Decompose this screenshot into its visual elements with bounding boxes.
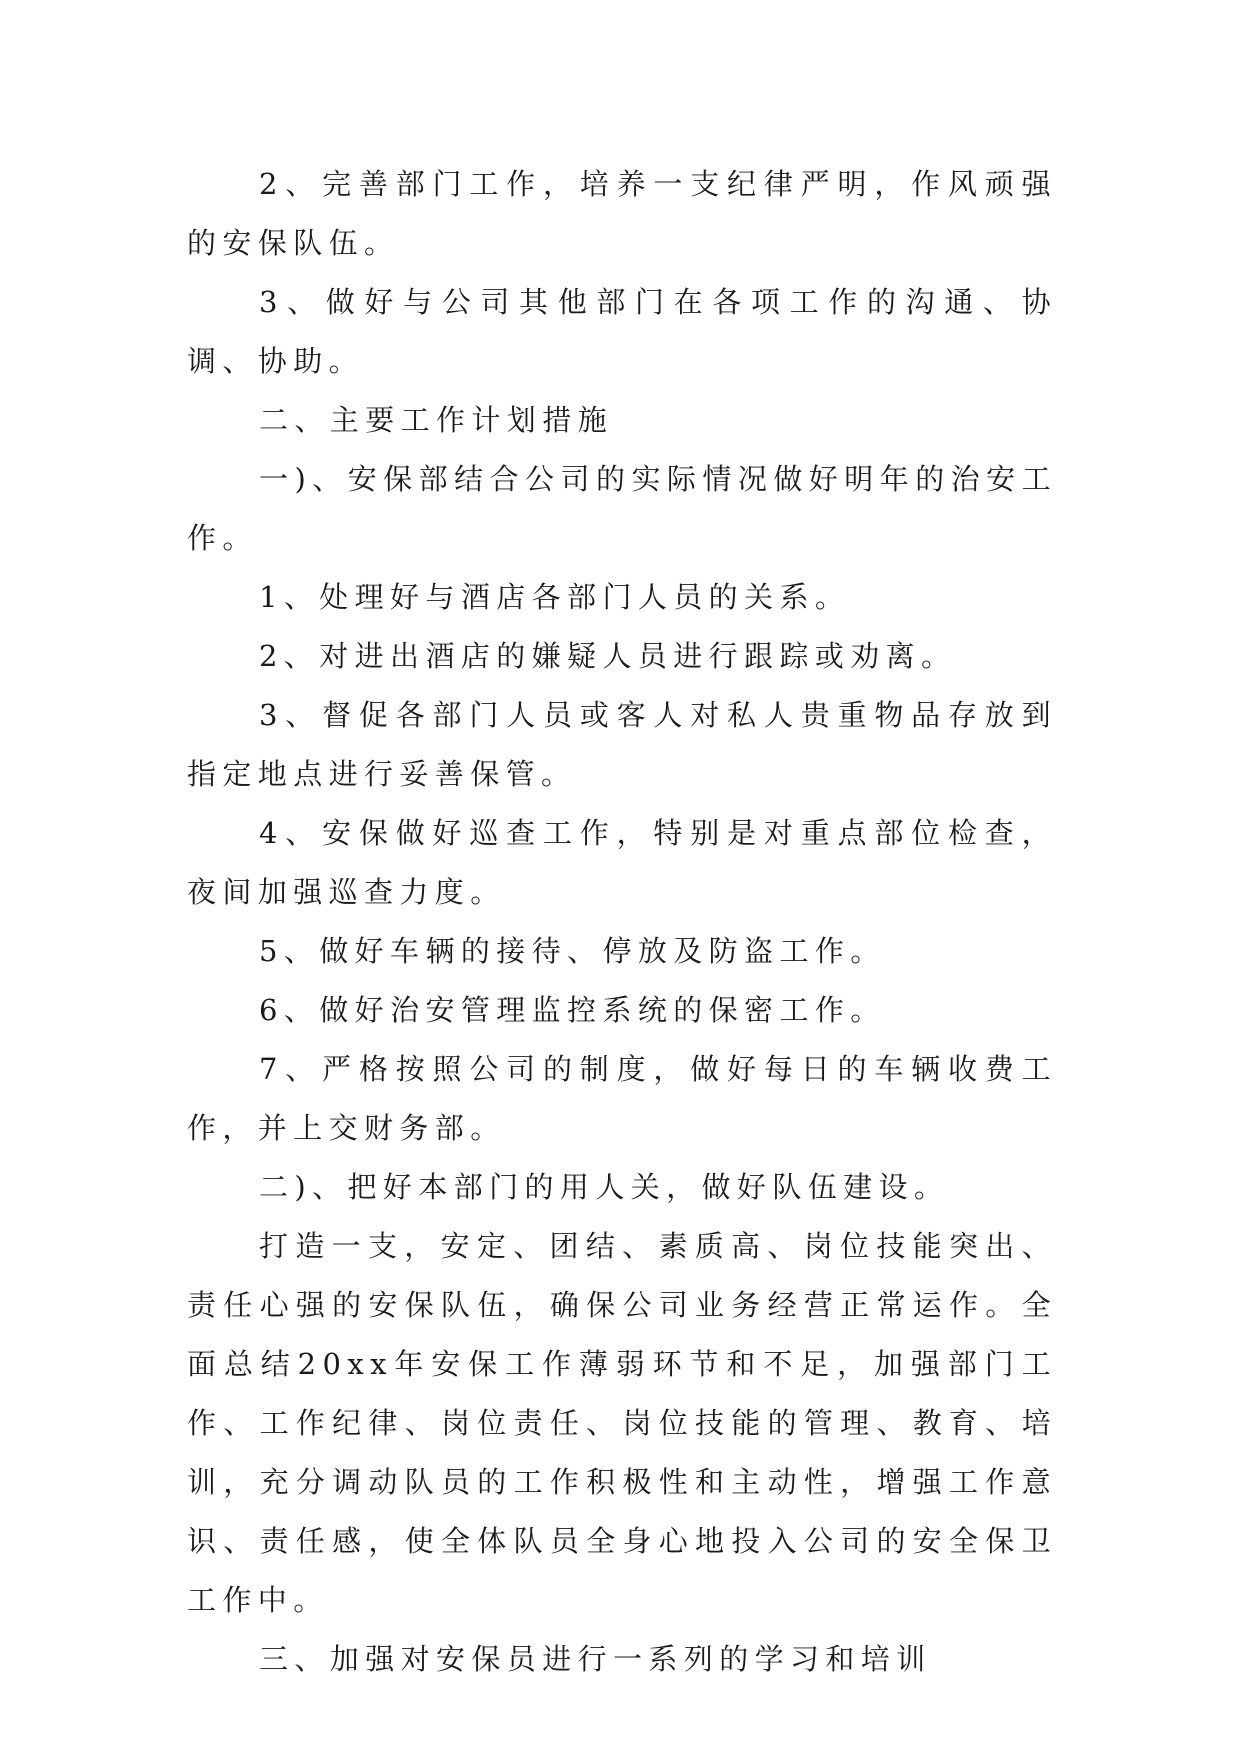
list-item-3: 3、督促各部门人员或客人对私人贵重物品存放到指定地点进行妥善保管。 xyxy=(187,698,1057,791)
document-body xyxy=(187,155,1057,1689)
list-item-2: 2、对进出酒店的嫌疑人员进行跟踪或劝离。 xyxy=(259,639,957,673)
paragraph-1: 2、完善部门工作，培养一支纪律严明，作风顽强的安保队伍。 xyxy=(187,167,1057,260)
list-item-1: 1、处理好与酒店各部门人员的关系。 xyxy=(259,580,851,614)
list-item-5: 5、做好车辆的接待、停放及防盗工作。 xyxy=(259,934,886,968)
section-heading-training: 三、加强对安保员进行一系列的学习和培训 xyxy=(259,1642,932,1676)
section-heading-main-measures: 二、主要工作计划措施 xyxy=(259,403,614,437)
paragraph-2: 3、做好与公司其他部门在各项工作的沟通、协调、协助。 xyxy=(187,285,1057,378)
list-item-7: 7、严格按照公司的制度，做好每日的车辆收费工作，并上交财务部。 xyxy=(187,1052,1057,1145)
subsection-heading-security-work: 一)、安保部结合公司的实际情况做好明年的治安工作。 xyxy=(187,462,1057,555)
list-item-4: 4、安保做好巡查工作，特别是对重点部位检查，夜间加强巡查力度。 xyxy=(187,816,1057,909)
paragraph-team-building: 打造一支，安定、团结、素质高、岗位技能突出、责任心强的安保队伍，确保公司业务经营正常运作。全面总结20xx年安保工作薄弱环节和不足，加强部门工作、工作纪律、岗位责任、岗位技能的管理、教育、培训，充分调动队员的工作积极性和主动性，增强工作意识、责任感，使全体队员全身心地投入公司的安全保卫工作中。 xyxy=(187,1229,1057,1617)
subsection-heading-team-building: 二)、把好本部门的用人关，做好队伍建设。 xyxy=(259,1170,950,1204)
list-item-6: 6、做好治安管理监控系统的保密工作。 xyxy=(259,993,886,1027)
